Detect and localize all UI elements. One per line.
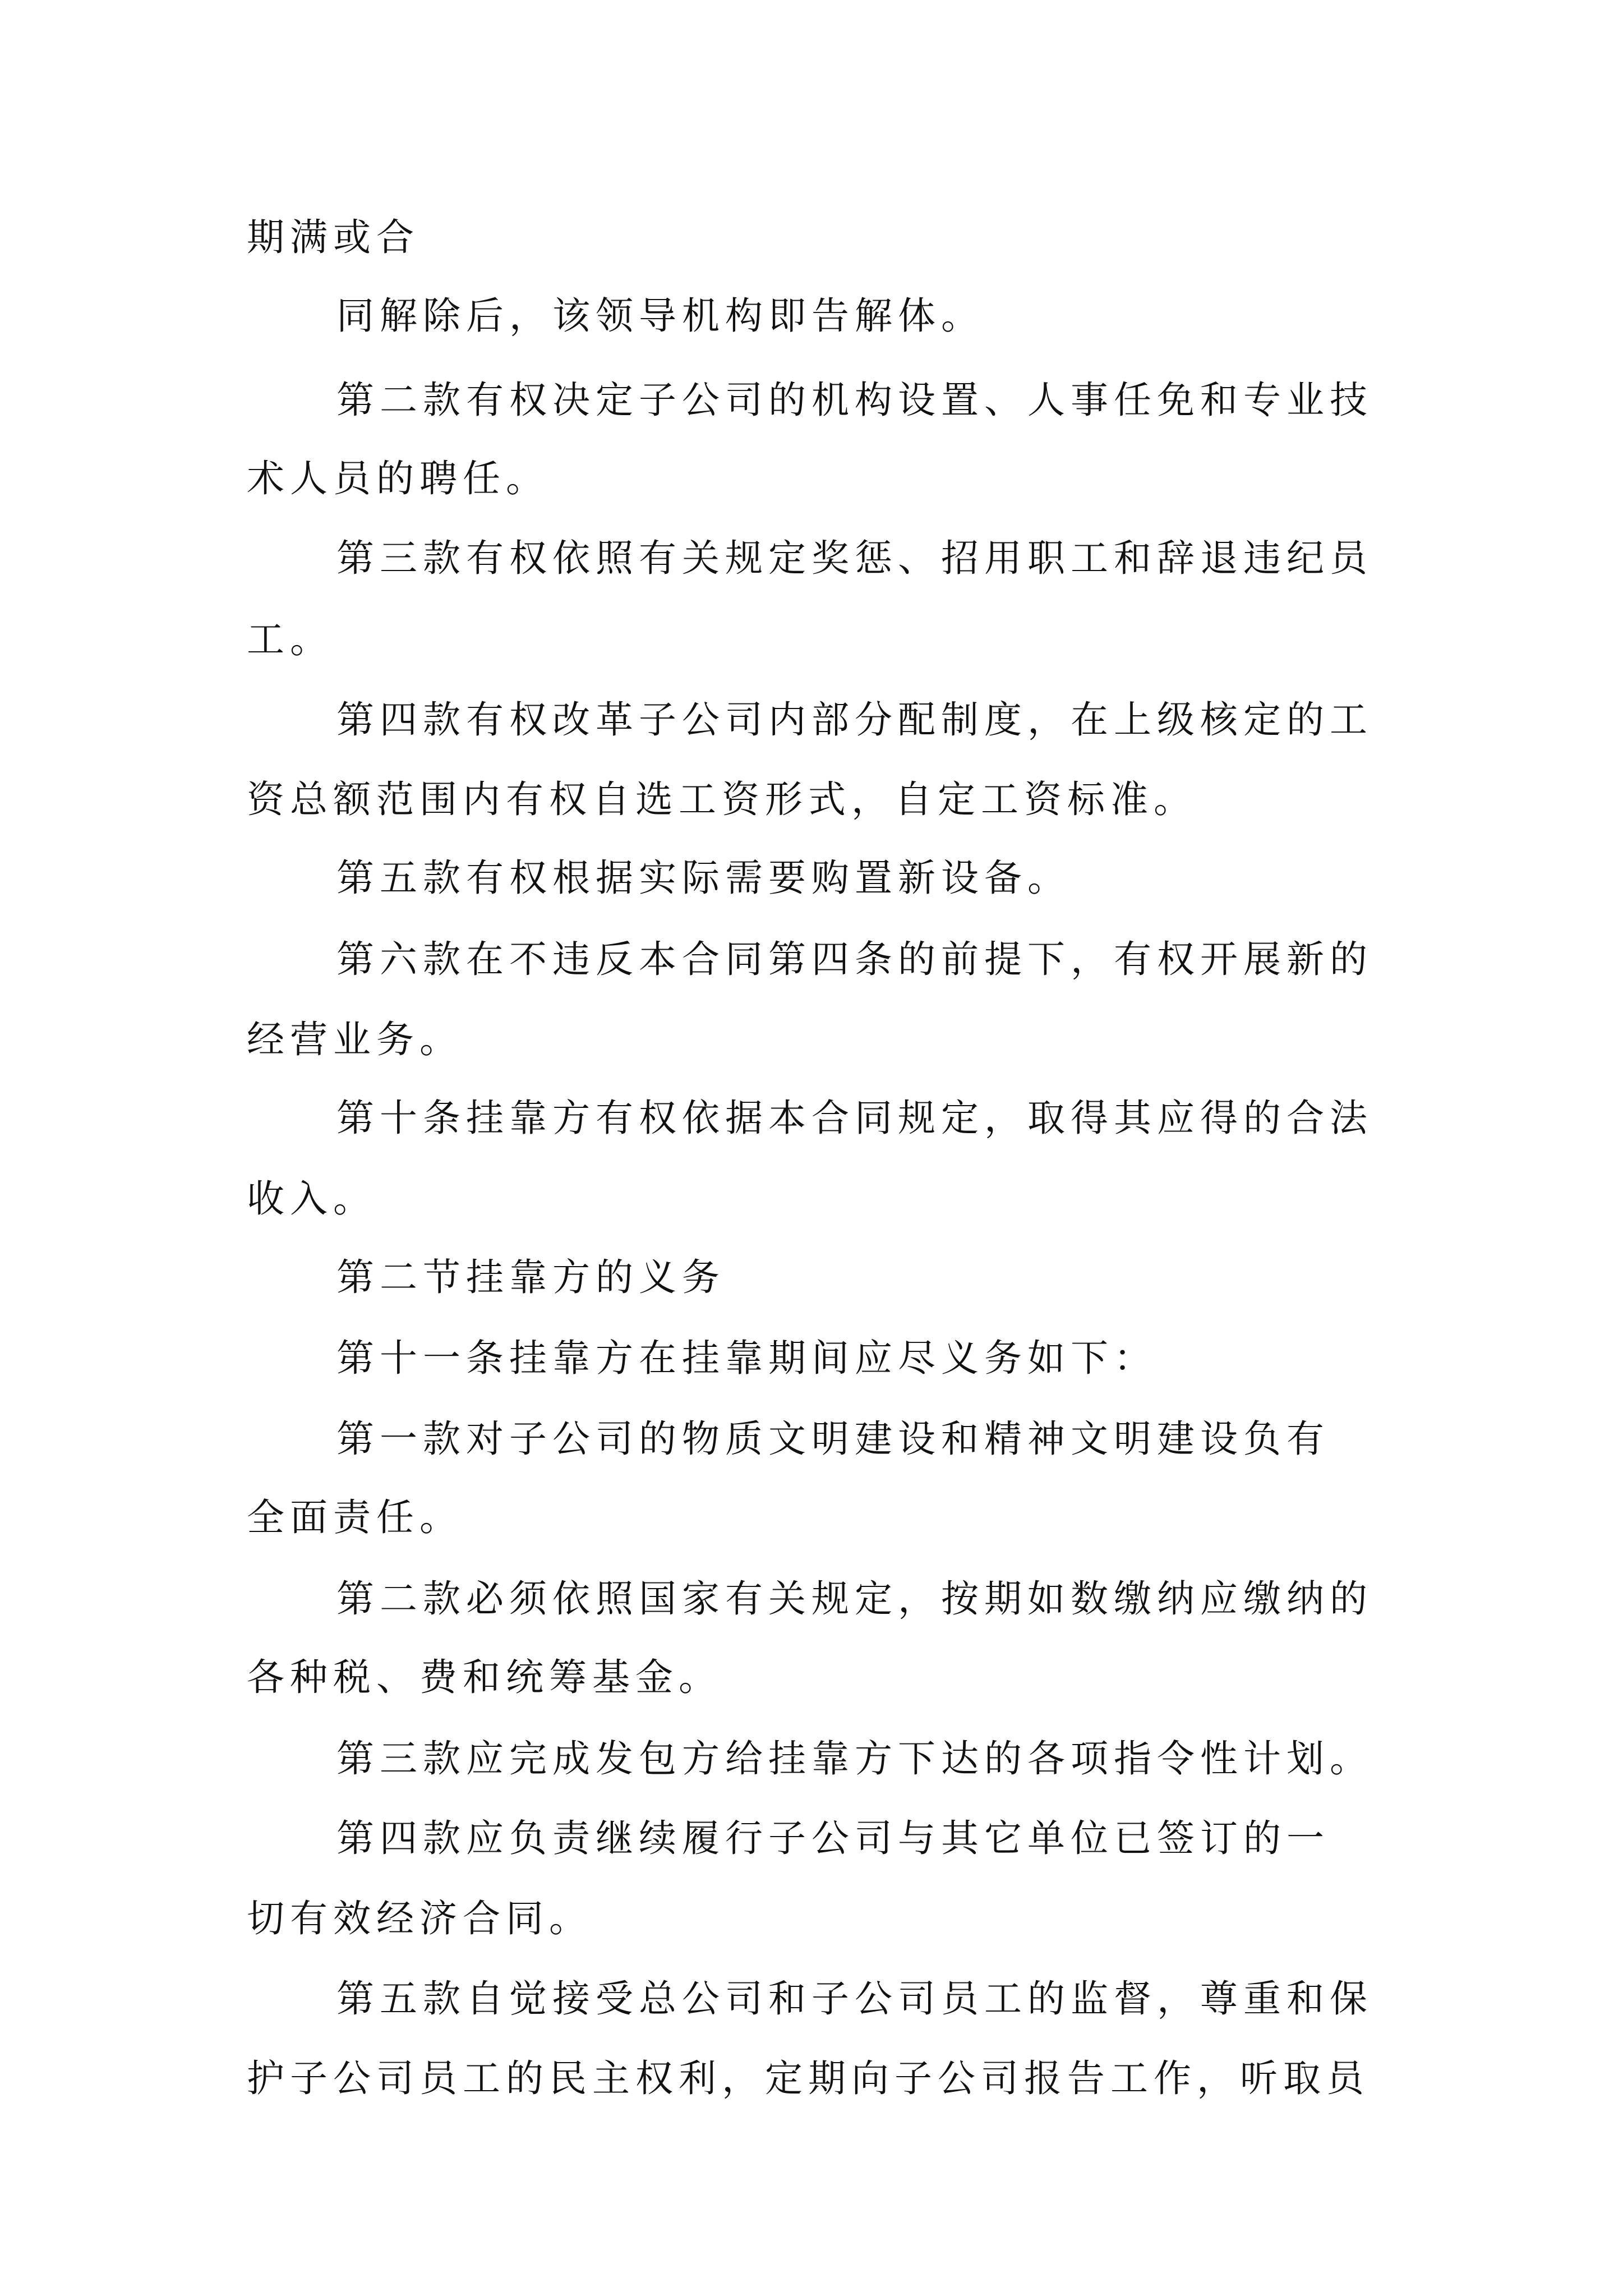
- text-line: 第二款有权决定子公司的机构设置、人事任免和专业技: [336, 378, 1373, 422]
- text-line: 收入。: [247, 1177, 376, 1221]
- text-line: 术人员的聘任。: [247, 457, 549, 500]
- text-line: 工。: [247, 618, 333, 661]
- text-line: 期满或合: [247, 215, 419, 259]
- text-line: 第四款有权改革子公司内部分配制度，在上级核定的工: [336, 698, 1373, 742]
- text-line: 第一款对子公司的物质文明建设和精神文明建设负有: [336, 1417, 1330, 1461]
- text-line: 护子公司员工的民主权利，定期向子公司报告工作，听取员: [247, 2056, 1370, 2100]
- text-line: 第六款在不违反本合同第四条的前提下，有权开展新的: [336, 937, 1373, 981]
- text-line: 第五款有权根据实际需要购置新设备。: [336, 856, 1071, 900]
- text-line: 切有效经济合同。: [247, 1897, 592, 1940]
- text-line: 第五款自觉接受总公司和子公司员工的监督，尊重和保: [336, 1977, 1373, 2021]
- text-line: 第三款应完成发包方给挂靠方下达的各项指令性计划。: [336, 1737, 1373, 1780]
- text-line: 经营业务。: [247, 1018, 463, 1061]
- text-line: 第十条挂靠方有权依据本合同规定，取得其应得的合法: [336, 1096, 1373, 1140]
- text-line: 第四款应负责继续履行子公司与其它单位已签订的一: [336, 1816, 1330, 1860]
- section-heading: 第二节挂靠方的义务: [336, 1255, 725, 1299]
- text-line: 第二款必须依照国家有关规定，按期如数缴纳应缴纳的: [336, 1577, 1373, 1621]
- text-line: 同解除后，该领导机构即告解体。: [336, 294, 984, 338]
- text-line: 全面责任。: [247, 1496, 463, 1539]
- text-line: 第三款有权依照有关规定奖惩、招用职工和辞退违纪员: [336, 536, 1373, 580]
- text-line: 各种税、费和统筹基金。: [247, 1655, 722, 1699]
- text-line: 资总额范围内有权自选工资形式，自定工资标准。: [247, 777, 1197, 821]
- text-line: 第十一条挂靠方在挂靠期间应尽义务如下：: [336, 1336, 1157, 1380]
